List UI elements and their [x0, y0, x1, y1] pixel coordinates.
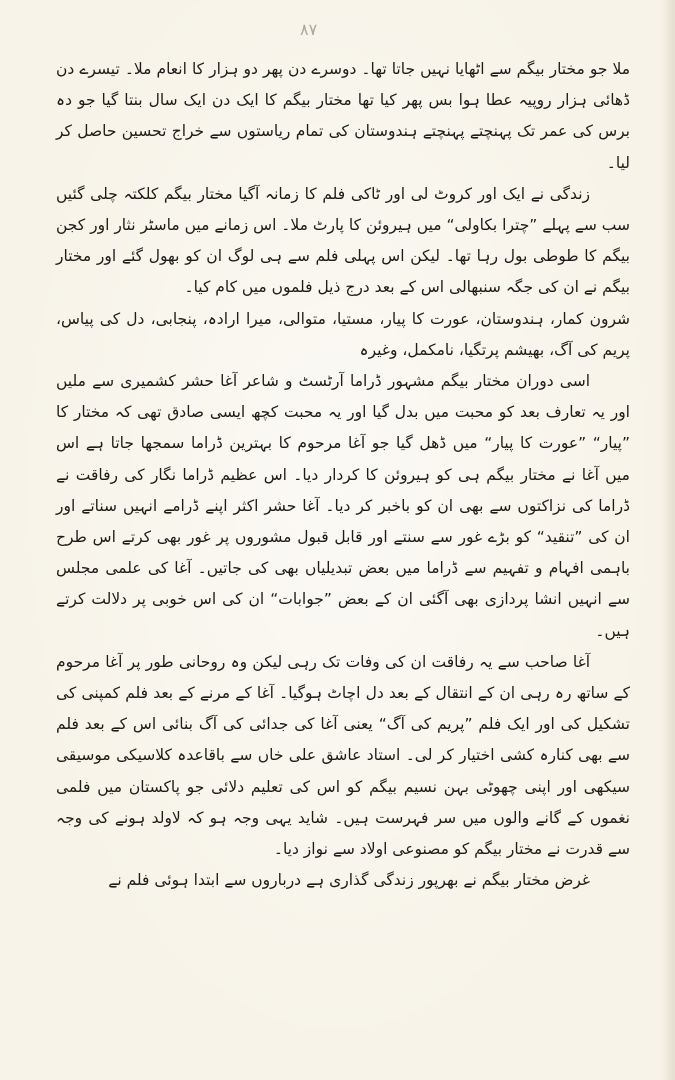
paragraph-later-life: آغا صاحب سے یہ رفاقت ان کی وفات تک رہی لیکن وہ روحانی طور پر آغا مرحوم کے ساتھ رہ رہی ان کے انتقال کے بعد دل اچاٹ ہوگیا۔ آغا کے مرنے کے بعد فلم کمپنی کی تشکیل کی اور ایک فلم ”پریم کی آگ“ یعنی آغا کی جدائی کی آگ بنائی اس کے بعد فلم سے بھی کنارہ کشی اختیار کر لی۔ استاد عاشق علی خاں سے باقاعدہ کلاسیکی موسیقی سیکھی اور اپنی چھوٹی بہن نسیم بیگم کو اس کی تعلیم دلائی جو پاکستان میں فلمی نغموں کے گانے والوں میں سر فہرست ہیں۔ شاید یہی وجہ ہو کہ لاولد ہونے کی وجہ سے قدرت نے مختار بیگم کو مصنوعی اولاد سے نواز دیا۔ — [56, 652, 630, 859]
page-edge-shadow — [661, 0, 675, 1080]
paragraph-agha-hashr: اسی دوران مختار بیگم مشہور ڈراما آرٹسٹ و شاعر آغا حشر کشمیری سے ملیں اور یہ تعارف بعد کو محبت میں بدل گیا اور یہ محبت کچھ ایسی صادق تھی کہ مختار کا ”پیار“ ”عورت کا پیار“ میں ڈھل گیا جو آغا مرحوم کا بہترین ڈراما سمجھا جاتا ہے اس میں آغا نے مختار بیگم ہی کو ہیروئن کا کردار دیا۔ اس عظیم ڈراما نگار کی رفاقت نے ڈراما کی نزاکتوں سے بھی ان کو باخبر کر دیا۔ آغا حشر اکثر اپنے ڈرامے انہیں سناتے اور ان کی ”تنقید“ کو بڑے غور سے سنتے اور قابل قبول مشوروں پر غور بھی کرتے اس طرح باہمی افہام و تفہیم سے ڈراما میں بعض تبدیلیاں بھی کی جاتیں۔ آغا کی علمی مجلس سے انہیں انشا پردازی بھی آگئی ان کے بعض ”جوابات“ ان کی اس خوبی پر دلالت کرتے ہیں۔ — [56, 372, 630, 640]
paragraph-film-list: شرون کمار، ہندوستان، عورت کا پیار، مستیا، متوالی، میرا ارادہ، پنجابی، دل کی پیاس، پریم کی آگ، بھیشم پرتگیا، نامکمل، وغیرہ — [56, 309, 630, 359]
body-text — [56, 54, 630, 896]
paragraph-final-line: غرض مختار بیگم نے بھرپور زندگی گذاری ہے درباروں سے ابتدا ہوئی فلم نے — [108, 871, 590, 890]
paragraph-talkie-era: زندگی نے ایک اور کروٹ لی اور ٹاکی فلم کا زمانہ آگیا مختار بیگم کلکتہ چلی گئیں سب سے پہلے ”چترا بکاولی“ میں ہیروئن کا پارٹ ملا۔ اس زمانے میں ماسٹر نثار اور کجن بیگم کا طوطی بول رہا تھا۔ لیکن اس پہلی فلم سے ہی لوگ ان کو بھول گئے اور مختار بیگم نے ان کی جگہ سنبھالی اس کے بعد درج ذیل فلموں میں کام کیا۔ — [56, 184, 630, 297]
page-number: ۸۷ — [300, 20, 318, 39]
paragraph-continued: ملا جو مختار بیگم سے اٹھایا نہیں جاتا تھا۔ دوسرے دن پھر دو ہزار کا انعام ملا۔ تیسرے دن ڈھائی ہزار روپیہ عطا ہوا بس پھر کیا تھا مختار بیگم کا ایک دن ایک سال بنتا گیا جو دہ برس کی عمر تک پہنچتے پہنچتے ہندوستان کی تمام ریاستوں سے خراج تحسین حاصل کر لیا۔ — [56, 60, 630, 172]
